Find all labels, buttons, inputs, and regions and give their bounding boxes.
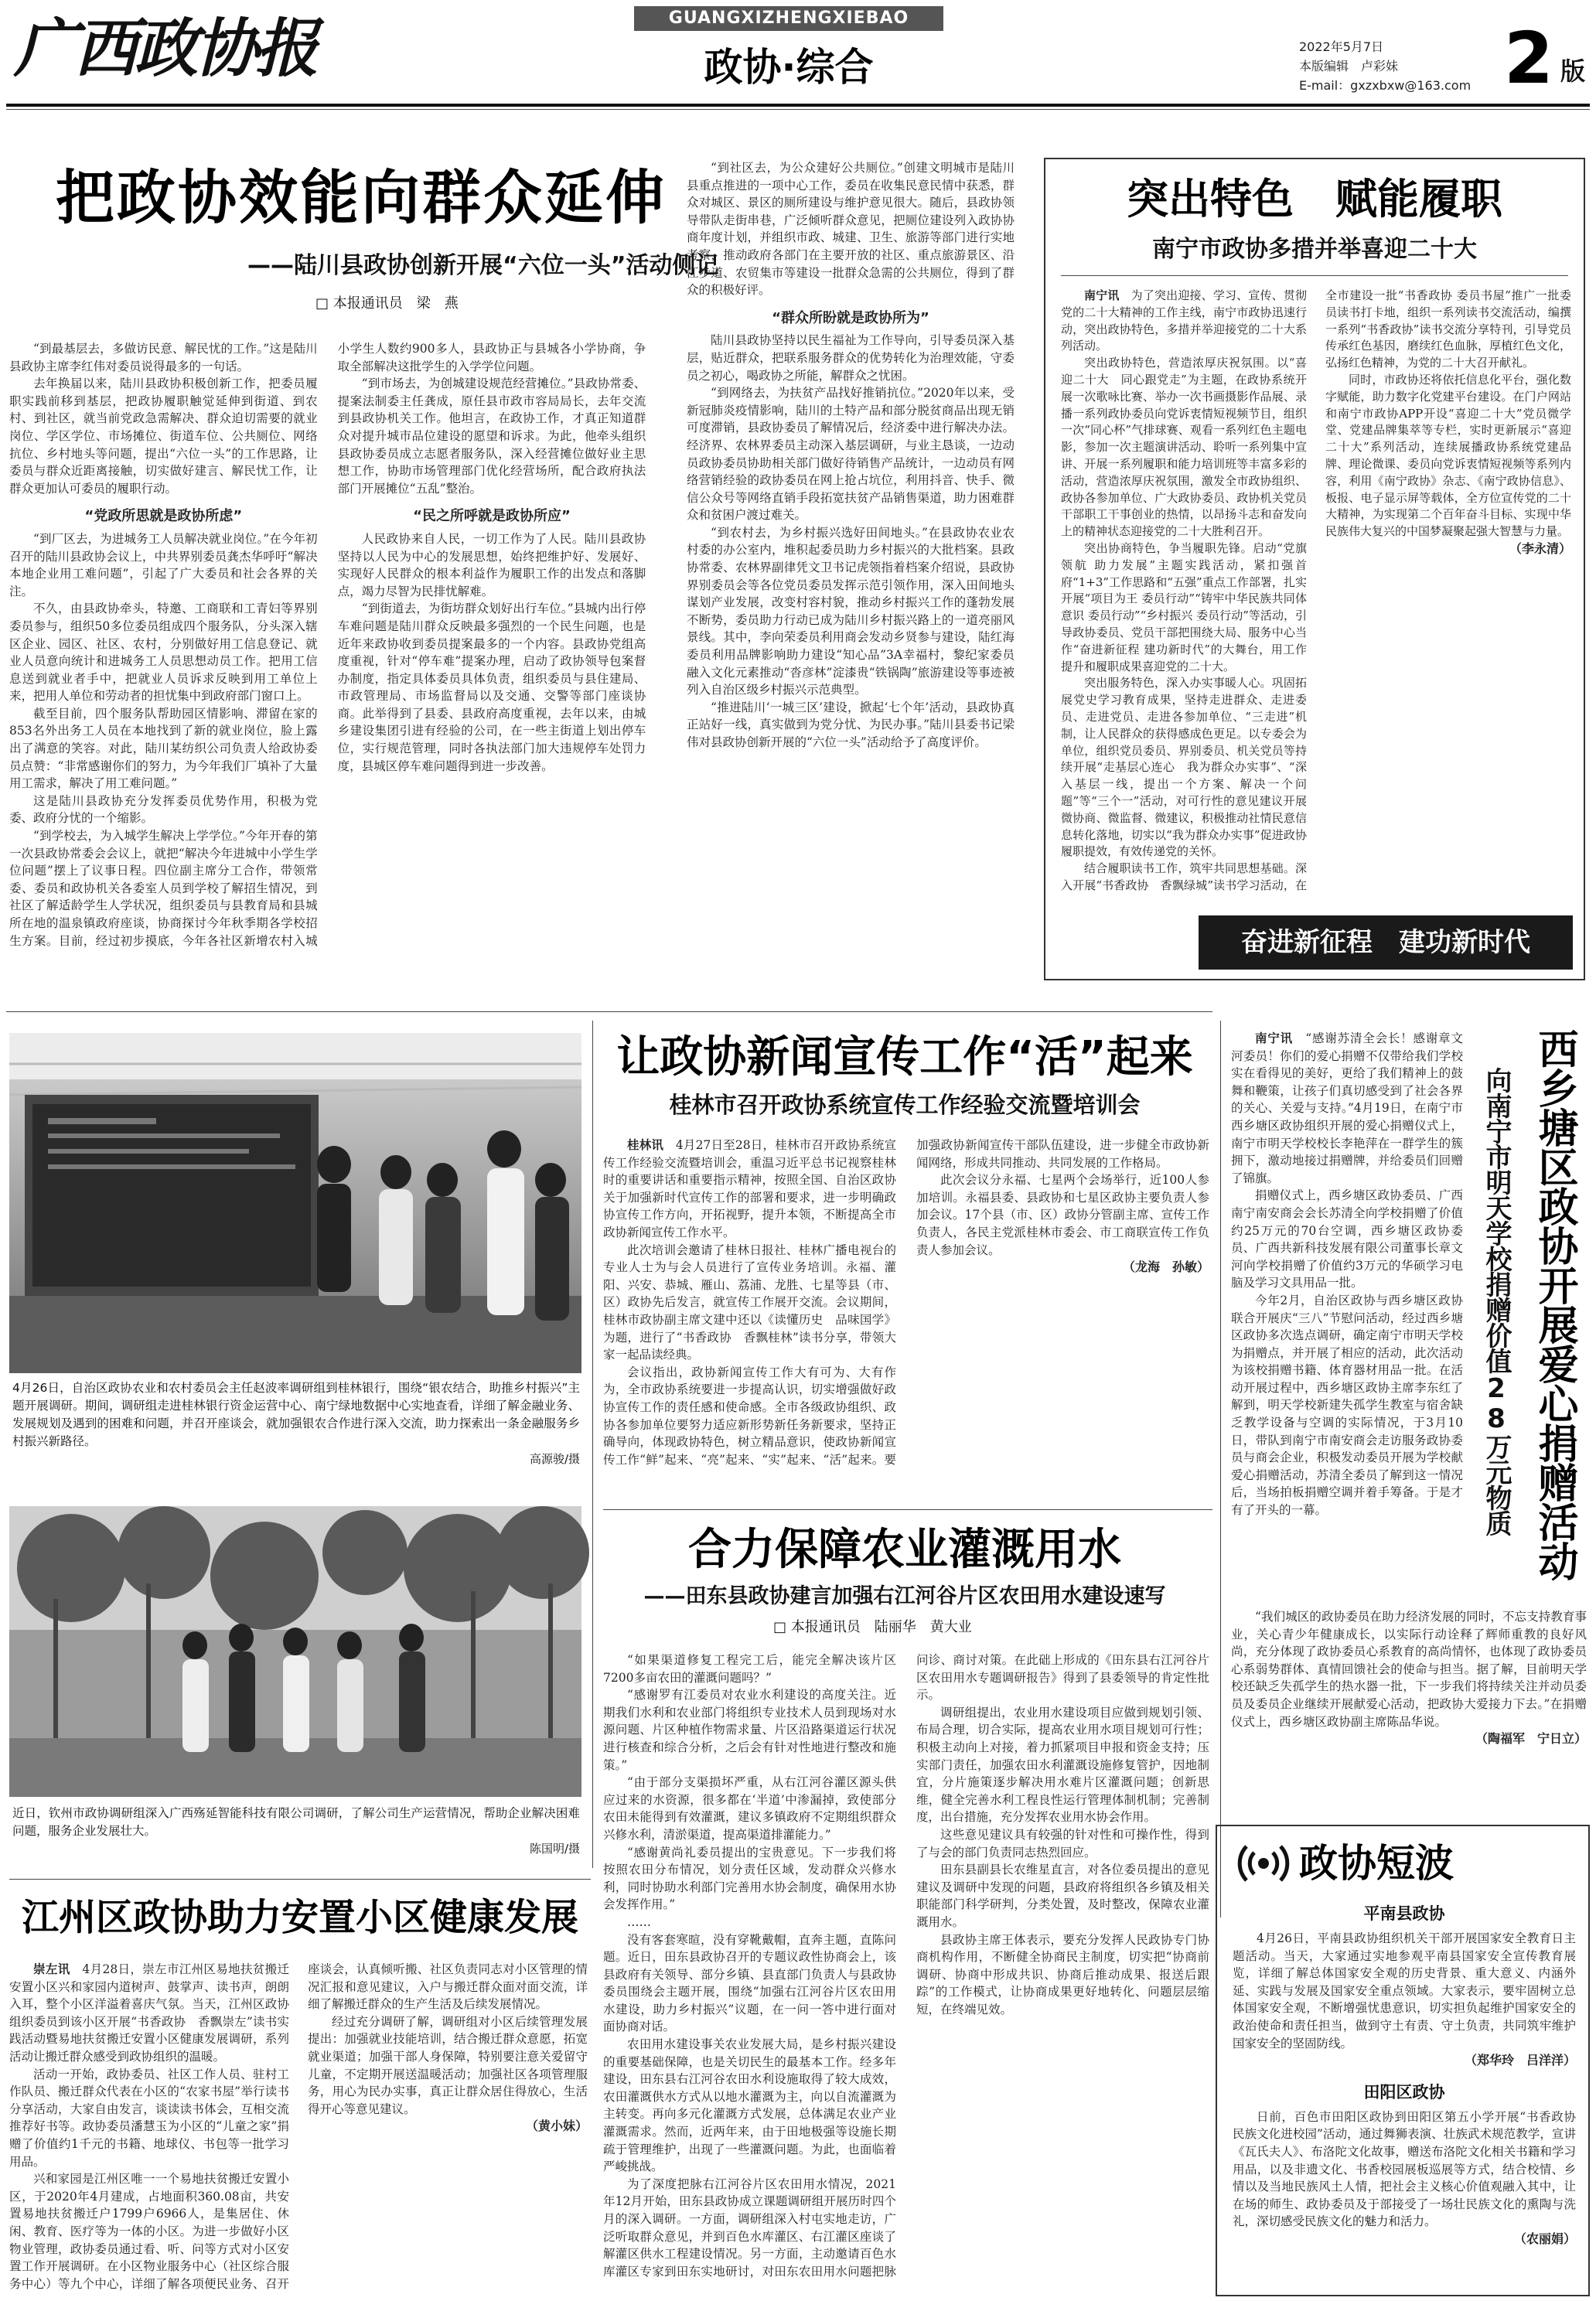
a7-title: 政协短波 [1299,1841,1454,1886]
a2-title: 突出特色 赋能履职 [1127,175,1502,223]
paragraph: …… [627,1914,651,1929]
a4-title: 西乡塘区政协开展爱心捐赠活动 [1531,1028,1577,1580]
a7-s2-signature: （农丽娟） [1513,2231,1576,2246]
masthead-pinyin: GUANGXIZHENGXIEBAO [668,9,909,28]
a6-body [9,1961,588,2293]
masthead-info [1299,37,1471,95]
photo-2 [9,1506,581,1797]
masthead-section: 政协·综合 [704,45,874,90]
paragraph: “到网络去，为扶贫产品找好推销抗位。”2020年以来，受新冠肺炎疫情影响，陆川的土特产品和部分脱贫商品出现无销可度滞销，县政协委员了解情况后，经济委中进行解决办法。经济界、农林界委员主动深入基层调研，与业主恳谈，一边动员政协委员协助相关部门做好待销售产品统计，一边动员有网络营销经验的政协委员在网上抢占坑位，利用抖音、快手、微信公众号等网络直销手段拓宽扶贫产品销售渠道，助力困难群众和贫困户渡过难关。 [687,386,1015,523]
photo-2-credit: 陈国明/摄 [529,1842,580,1856]
a2-banner-text: 奋进新征程 建功新时代 [1241,927,1530,958]
a7-s2-title: 田阳区政协 [1363,2082,1445,2102]
a2-signature: （李永清） [1509,540,1571,556]
paragraph: “推进陆川‘一城三区’建设，掀起‘七个年’活动，县政协真正站好一线，真实做到为党分忧、为民办事。”陆川县委书记梁伟对县政协创新开展的“六位一头”活动给予了高度评价。 [687,700,1015,749]
a4-subtitle: 向南宁市明天学校捐赠价值28万元物质 [1481,1067,1512,1536]
paragraph: 南宁讯 为了突出迎接、学习、宣传、贯彻党的二十大精神的工作主线，南宁市政协迅速行动，突出政协特色，多措并举迎接党的二十大系列活动。 [1061,288,1307,353]
paragraph: “到最基层去，多做访民意、解民忧的工作。”这是陆川县政协主席李红伟对委员说得最多的一句话。 [9,342,318,373]
a3-signature: （龙海 孙敏） [1122,1260,1209,1275]
masthead-email: E-mail：gxzxbxw@163.com [1299,78,1472,93]
paragraph: 突出协商特色，争当履职先锋。启动“党旗领航 助力发展”主题实践活动，紧扣强首府“1+3”工作思路和“五强”重点工作部署，扎实开展“项目为王 委员行动”“铸牢中华民族共同体意识 委员行动”“乡村振兴 委员行动”等活动，引导政协委员、党员干部把围绕大局、服务中心当作“奋进新征程 建功新时代”的大舞台，用工作提升和履职成果喜迎党的二十大。 [1061,540,1307,673]
paragraph: 兴和家园是江州区唯一一个易地扶贫搬迁安置小区，于2020年4月建成，占地面积360.08亩，共安置易地扶贫搬迁户1799户6966人，是集居住、休闲、教育、医疗等为一体的小区。为进一步做好小区物业管理，政协委员通过看、听、问等方式对小区安置工作开展调研。在小区物业服务中心（社区综合服务中心）等九个中心，详细了解各项便民业务、召开座谈会，认真倾听搬、社区负责同志对小区管理的情况汇报和意见建议，入户与搬迁群众面对面交流，详细了解搬迁群众的生产生活及后续发展情况。 [9,1962,588,2291]
a6-lead: 崇左讯 [33,1962,70,1976]
a7-s2-body: 日前，百色市田阳区政协到田阳区第五小学开展“书香政协 民族文化进校园”活动，通过舞狮表演、壮族武术规范教学，宣讲《瓦氏夫人》、布洛陀文化故事，赠送布洛陀文化相关书籍和学习用品，以及非遗文化、书香校园展板巡展等方式，结合校情、乡情以及当地民族风土人情，把社会主义核心价值观融入其中，让在场的师生、政协委员及于部接受了一场壮民族文化的熏陶与洗礼，深切感受民族文化的魅力和活力。 （农丽娟） [1233,2108,1576,2248]
a1-subhead-3: “群众所盼就是政协所为” [772,309,929,326]
a1-subtitle: ——陆川县政协创新开展“六位一头”活动侧记 [247,252,719,279]
a1-title: 把政协效能向群众延伸 [56,163,667,232]
masthead-editor: 本版编辑 卢彩妹 [1299,59,1399,73]
paragraph: 结合履职读书工作，筑牢共同思想基础。深入开展“书香政协 香飘绿城”读书学习活动，在全市建设一批“书香政协 委员书屋”推广一批委员读书打卡地，组织一系列读书交流活动，编撰一系列“书香政协”读书交流分享特刊，引导党员传承红色基因，磨续红色血脉，厚植红色文化，弘扬红色精神，为党的二十大召开献礼。 [1061,288,1571,892]
a7-s1-body: 4月26日，平南县政协组织机关干部开展国家安全教育日主题活动。当天，大家通过实地参观平南县国家安全宣传教育展览，详细了解总体国家安全观的历史背景、重大意义、内涵外延、实践与发展及国家安全重点领域。大家表示，要牢固树立总体国家安全观，不断增强忧患意识，切实担负起维护国家安全的政治使命和责任担当，做到守土有责、守土负责，共同筑牢维护国家安全的坚固防线。 （郑华玲 吕洋洋） [1233,1930,1576,2070]
a4-lead: 南宁讯 [1255,1031,1293,1045]
a3-lead: 桂林讯 [627,1137,664,1152]
paragraph: “到街道去，为街坊群众划好出行车位。”县城内出行停车难问题是陆川群众反映最多强烈的一个民生问题，也是近年来政协收到委员提案最多的一个内容。县政协党组高度重视，针对“停车难”提案办理，启动了政协领导包案督办制度，指定具体委员具体负责，组织委员与县住建局、市政管理局、市场监督局以及交通、交警等部门座谈协商。此举得到了县委、县政府高度重视，去年以来，由城乡建设集团引进有经验的公司，在一些主街道上划出停车位，实行规范管理，同时各执法部门加大违规停车处罚力度，县城区停车难问题得到进一步改善。 [337,602,646,773]
a7-s1-signature: （郑华玲 吕洋洋） [1464,2053,1576,2068]
paragraph: 突出服务特色，深入办实事暖人心。巩固拓展党史学习教育成果，坚持走进群众、走进委员、走进党员、走进各参加单位、“三走进”机制，让人民群众的获得感成色更足。以专委会为单位，组织党员委员、界别委员、机关党员等持续开展“走基层心连心 我为群众办实事”、“深入基层一线，提出一个方案、解决一个问题”等“三个一”活动，对可行性的意见建议开展微协商、微监督、微建议，积极推动社情民意信息转化落地，切实以“我为群众办实事”促进政协履职提效，有效传递党的关怀。 [1061,676,1307,859]
photo-1 [9,1033,581,1373]
paragraph: 同时，市政协还将依托信息化平台，强化数字赋能，助力数字化党建平台建设。在门户网站和南宁市政协APP开设“喜迎二十大”党员微学堂、党建品牌集萃等专栏，实时更新展示“喜迎二十大”系列活动，连续展播政协系统党建品牌、理论微课、委员向党诉衷情短视频等系列内容，利用《南宁政协》杂志、《南宁政协信息》、板报、电子显示屏等载体，全方位宣传党的二十大精神，为实现第二个百年奋斗目标、实现中华民族伟大复兴的中国梦凝聚起强大智慧与力量。 [1325,372,1571,539]
a1-byline: □ 本报通讯员 梁 燕 [315,295,459,312]
paragraph: 崇左讯 4月28日，崇左市江州区易地扶贫搬迁安置小区兴和家园内道树声、鼓掌声、读书声，朗朗入耳，整个小区洋溢着喜庆气氛。当天，江州区政协组织委员到该小区开展“书香政协 香飘崇左”读书实践活动暨易地扶贫搬迁安置小区健康发展调研，系列活动让搬迁群众感受到政协组织的温暖。 [9,1962,289,2064]
paragraph: “我们城区的政协委员在助力经济发展的同时，不忘支持教育事业，关心青少年健康成长，以实际行动诠释了辉师重教的良好风尚，充分体现了政协委员心系教育的高尚情怀，也体现了政协委员心系弱势群体、真情回馈社会的使命与担当。据了解，目前明天学校还缺乏失孤学生的热水器一批，下一步我们将持续关注并动员委员及委员企业继续开展献爱心活动，把政协大爱接力下去。”在捐赠仪式上，西乡塘区政协副主席陈品华说。 [1231,1610,1587,1729]
paragraph: 截至目前，四个服务队帮助园区情影响、滞留在家的853名外出务工人员在本地找到了新的就业岗位，脸上露出了满意的笑容。对此，陆川某纺织公司负责人给政协委员点赞：“非常感谢你们的努力，为今年我们厂填补了大量用工需求，解决了用工难问题。” [9,706,318,791]
masthead-page-suffix: 版 [1560,56,1586,86]
paragraph: 陆川县政协坚持以民生福祉为工作导向，引导委员深入基层，贴近群众，把联系服务群众的优势转化为治理效能，守委员之初心，喝政协之所能，解群众之忧困。 [687,333,1015,383]
paragraph: 捐赠仪式上，西乡塘区政协委员、广西南宁南安商会会长苏清全向学校捐赠了价值约25万元的70台空调，西乡塘区政协委员、广西共新科技发展有限公司董事长章文河向学校捐赠了价值约3万元的华硕学习电脑及学习文具用品一批。 [1231,1188,1463,1290]
a5-byline: □ 本报通讯员 陆丽华 黄大业 [773,1619,972,1635]
paragraph: “如果渠道修复工程完工后，能完全解决该片区7200多亩农田的灌溉问题吗？” [603,1653,896,1685]
masthead-date: 2022年5月7日 [1299,39,1384,54]
paragraph: 没有客套寒暄，没有穿靴戴帽，直奔主题，直陈问题。近日，田东县政协召开的专题议政性协商会上，该县政府有关领导、部分乡镇、县直部门负责人与县政协委员围绕会主题开展，围绕“加强右江河谷片区农田用水建设，助力乡村振兴”议题，在一问一答中进行面对面协商对话。 [603,1932,896,2034]
a5-subtitle: ——田东县政协建言加强右江河谷片区农田用水建设速写 [643,1584,1166,1608]
a6-signature: （黄小妹） [525,2119,588,2134]
photo-2-caption: 近日，钦州市政协调研组深入广西殇延智能科技有限公司调研，了解公司生产运营情况，帮助企业解决困难问题，服务企业发展壮大。 陈国明/摄 [12,1805,580,1858]
a2-body [1061,288,1571,903]
paragraph: “到社区去，为公众建好公共厕位。”创建文明城市是陆川县重点推进的一项中心工作，委员在收集民意民情中获悉，群众对城区、景区的厕所建设与维护意见很大。随后，县政协领导带队走街串巷，广泛倾听群众意见，把厕位建设列入政协协商年度计划，并组织市政、城建、卫生、旅游等部门进行实地考察，推动政府各部门在主要开放的社区、重点旅游景区、沿江步道、农贸集市等建设一批群众急需的公共厕位，得到了群众的积极好评。 [687,161,1015,298]
a4-body-top [1231,1030,1463,1602]
masthead [0,0,1596,102]
paragraph: 此次会议分永福、七星两个会场举行，近100人参加培训。永福县委、县政协和七星区政协主要负责人参加会议。17个县（市、区）政协分管副主席、宣传工作负责人，各民主党派桂林市委会、市工商联宣传工作负责人参加会议。 [916,1173,1209,1257]
a1-body-right [687,159,1015,982]
masthead-rule [6,104,1590,107]
a3-body [603,1137,1209,1500]
a3-subtitle: 桂林市召开政协系统宣传工作经验交流暨培训会 [669,1092,1141,1118]
paragraph: 今年2月，自治区政协与西乡塘区政协联合开展庆“三八”节慰问活动，经过西乡塘区政协多次选点调研，确定南宁市明天学校为捐赠点，并开展了相应的活动，此次活动为该校捐赠书籍、体育器材用品一批。在活动开展过程中，西乡塘区政协主席李东红了解到，明天学校新建失孤学生教室与宿舍缺乏教学设备与空调的实际情况，于3月10日，带队到南宁市南安商会走访服务政协委员与商会企业，积极发动委员开展为学校献爱心捐赠活动，苏清全委员了解到这一情况后，当场拍板捐赠空调并着手筹备。于是才有了开头的一幕。 [1231,1293,1463,1518]
paragraph: 县政协主席王体表示，要充分发挥人民政协专门协商机构作用，不断健全协商民主制度，切实把“协商前调研、协商中形成共识、协商后推动成果、报送后跟踪”的工作模式，让协商成果更好地转化、问题层层缩短，在终端见效。 [916,1932,1209,2016]
paragraph: 桂林讯 4月27日至28日，桂林市召开政协系统宣传工作经验交流暨培训会，重温习近平总书记视察桂林时的重要讲话和重要指示精神，按照全国、自治区政协关于加强新时代宣传工作的部署和要求，进一步明确政协宣传工作方向，开拓视野，提升本领，不断提高全市政协新闻宣传工作水平。 [603,1137,896,1239]
a7-box [1216,1825,1590,2296]
paragraph: “由于部分支渠损坏严重，从右江河谷灌区源头供应过来的水资源，很多都在‘半道’中渗漏掉，致使部分农田未能得到有效灌溉，建议多镇政府不定期组织群众兴修水利，清淤渠道，提高渠道排灌能力。” [603,1775,896,1842]
paragraph: 突出政协特色，营造浓厚庆祝氛围。以“喜迎二十大 同心跟党走”为主题，在政协系统开展一次歌咏比赛、举办一次书画摄影作品展、录播一系列政协委员向党诉衷情短视频节目，组织一次“同心杯”气排球赛、观看一系列红色主题电影，参加一次主题演讲活动、聆听一系列集中宣讲、开展一系列履职和能力培训班等丰富多彩的活动，营造浓厚庆祝氛围，激发全市政协组织、政协各参加单位、广大政协委员、政协机关党员干部职工干事创业的热情，以昂扬斗志和奋发向上的精神状态迎接党的二十大胜利召开。 [1061,356,1307,539]
paragraph: 调研组提出，农业用水建设项目应做到规划引领、布局合理，切合实际，提高农业用水项目规划可行性；积极主动向上对接，着力抓紧项目申报和资金支持；压实部门责任，加强农田水利灌溉设施修复管护，因地制宜，分片施策逐步解决用水难片区灌溉问题；创新思维，健全完善水利工程良性运行管理体制机制；完善制度，出台措施，充分发挥农业用水协会作用。 [916,1705,1209,1825]
masthead-pinyin-bar [634,6,943,31]
photo-1-image [9,1033,581,1373]
photo-1-credit: 高源骏/摄 [529,1452,580,1466]
paragraph: 这是陆川县政协充分发挥委员优势作用，积极为党委、政府分忧的一个缩影。 [9,793,318,826]
paragraph: “到市场去，为创城建设规范经营摊位。”县政协常委、提案法制委主任龚成，原任县市政市容局局长，去年交流到县政协机关工作。他坦言，在政协工作，才真正知道群众对提升城市品位建设的愿望和诉求。为此，他牵头组织县政协委员成立志愿者服务队，深入经营摊位做好业主思想工作，协助市场管理部门优化经营场所，配合政府执法部门开展摊位“五乱”整治。 [337,377,646,496]
photo-2-image [9,1506,581,1797]
a1-subhead-1: “党政所思就是政协所虑” [84,508,243,525]
paragraph: 农田用水建设事关农业发展大局，是乡村振兴建设的重要基础保障，也是关切民生的最基本工作。经多年建设，田东县右江河谷农田水利设施取得了较大成效，农田灌溉供水方式从以地水灌溉为主，向以自流灌溉为主转变。再向多元化灌溉方式发展，总体满足农业产业灌溉需求。然而，近两年来，由于田地极强等设施长期疏于管理维护，出现了一些灌溉问题。为此，也面临着严峻挑战。 [603,2037,896,2174]
paragraph: 南宁讯 “感谢苏清全会长！感谢章文河委员！你们的爱心捐赠不仅带给我们学校实在看得见的美好，更给了我们精神上的鼓舞和鞭策，让孩子们真切感受到了社会各界的关心、关爱与支持。”4月19日，在南宁市西乡塘区政协组织开展的爱心捐赠仪式上，南宁市明天学校校长李艳萍在一群学生的簇拥下，激动地接过捐赠牌，并给委员们回赠了锦旗。 [1231,1031,1463,1185]
a2-box [1044,158,1585,980]
a2-lead: 南宁讯 [1084,288,1120,302]
a3-title: 让政协新闻宣传工作“活”起来 [616,1032,1193,1082]
paragraph: “到农村去，为乡村振兴选好田间地头。”在县政协农业农村委的办公室内，堆积起委员助力乡村振兴的大批档案。县政协常委、农林界副律凭文卫书记虎领指着档案介绍说，县政协界别委员会等各位党员委员发挥示范引领作用，深入田间地头谋划产业发展，改变村容村貌，推动乡村振兴工作的蓬勃发展不断势，委员助力行动已成为陆川乡村振兴路上的一道亮丽风景线。其中，李向荣委员利用商会发动乡贤参与建设，陆红海委员利用品牌影响助力建设“知心品”3A幸福村，黎纪家委员融入文化元素推动“沓彦林”淀漆贵“铁锅陶”旅游建设等事迹被列入自治区级乡村振兴示范典型。 [687,525,1015,697]
paragraph: 这些意见建议具有较强的针对性和可操作性，得到了与会的部门负责同志热烈回应。 [916,1827,1209,1860]
paragraph: 为了深度把脉右江河谷片区农田用水情况，2021年12月开始，田东县政协成立课题调研组开展历时四个月的深入调研。一方面，调研组深入村屯实地走访，广泛听取群众意见，并到百色水库灌区、右江灌区座谈了解灌区供水工程建设情况。另一方面，主动邀请百色水库灌区专家到田东实地研讨，对田东农田用水问题把脉问诊、商讨对策。在此础上形成的《田东县右江河谷片区农田用水专题调研报告》得到了县委领导的肯定性批示。 [603,1653,1209,2279]
a7-s1-title: 平南县政协 [1363,1904,1445,1923]
a4-signature: （陶福军 宁日立） [1475,1731,1587,1747]
paragraph: 田东县副县长农维星直言，对各位委员提出的意见建议及调研中发现的问题，县政府将组织各乡镇及相关职能部门科学研判，分类处置，及时整改，保障农业灌溉用水。 [916,1863,1209,1929]
paragraph: 活动一开始，政协委员、社区工作人员、驻村工作队员、搬迁群众代表在小区的“农家书屋”举行读书分享活动，大家自由发言，谈读读书体会，互相交流推荐好书等。政协委员潘慧玉为小区的“儿童之家”捐赠了价值约1千元的书籍、地球仪、书包等一批学习用品。 [9,2067,289,2169]
paragraph: 此次培训会邀请了桂林日报社、桂林广播电视台的专业人士为与会人员进行了宣传业务培训。永福、灌阳、兴安、恭城、雁山、荔浦、龙胜、七星等县（市、区）政协先后发言，就宣传工作展开交流。会议期间，桂林市政协副主席文建中还以《读懂历史 品味国学》为题，进行了“书香政协 香飘桂林”读书分享，带领大家一起品读经典。 [603,1243,896,1362]
paragraph: 经过充分调研了解，调研组对小区后续管理发展提出：加强就业技能培训，结合搬迁群众意愿，拓宽就业渠道；加强干部人身保障，特别要注意关爱留守儿童，不定期开展送温暖活动；加强社区各项管理服务，用心为民办实事，真正让群众居住得放心，生活得开心等意见建议。 [308,2014,588,2116]
paragraph: 人民政协来自人民，一切工作为了人民。陆川县政协坚持以人民为中心的发展思想，始终把维护好、发展好、实现好人民群众的根本利益作为履职工作的出发点和落脚点，竭力尽智为民排忧解难。 [337,531,646,598]
paragraph: 会议指出，政协新闻宣传工作大有可为、大有作为，全市政协系统要进一步提高认识，切实增强做好政协宣传工作的责任感和使命感。全市各级政协组织、政协各参加单位要努力适应新形势新任务新要求，坚持正确导向，体现政协特色，树立精品意识，使政协新闻宣传工作“鲜”起来、“亮”起来、“实”起来、“活”起来。要加强政协新闻宣传干部队伍建设，进一步健全市政协新闻网络，形成共同推动、共同发展的工作格局。 [603,1138,1209,1467]
a7-content [1233,1900,1588,2248]
masthead-page-number: 2 [1504,17,1554,100]
a1-subhead-2: “民之所呼就是政协所应” [413,508,571,525]
signal-icon [1234,1842,1293,1885]
a7-header [1228,1837,1577,1890]
photo-1-caption: 4月26日，自治区政协农业和农村委员会主任赵波率调研组到桂林银行，围绕“银农结合，助推乡村振兴”主题开展调研。期间，调研组走进桂林银行资金运营中心、南宁绿地数据中心实地查看，详细了解金融业务、发展规划及遇到的困难和问题，并召开座谈会，就加强银农合作进行深入交流，助力探索出一条金融服务乡村振兴新路径。 高源骏/摄 [12,1379,580,1468]
a4-body-bottom [1231,1608,1587,1825]
a2-banner [1199,915,1573,970]
paragraph: “感谢黄尚礼委员提出的宝贵意见。下一步我们将按照农田分布情况，划分责任区域，发动群众兴修水利，同时协助水利部门完善用水协会制度，确保用水协会发挥作用。” [603,1845,896,1912]
paragraph: “感谢罗有江委员对农业水利建设的高度关注。近期我们水利和农业部门将组织专业技术人员到现场对水源问题、片区种植作物需求量、片区沿路渠道运行状况进行核查和综合分析，之后会有针对性地进行整改和施策。” [603,1688,896,1772]
a2-subtitle: 南宁市政协多措并举喜迎二十大 [1152,236,1477,263]
masthead-logo: 广西政协报 [14,12,315,86]
paragraph: “到厂区去，为进城务工人员解决就业岗位。”在今年初召开的陆川县政协会议上，中共界别委员龚杰华呼吁“解决本地企业用工难问题”，引起了广大委员和社会各界的关注。 [9,531,318,598]
paragraph: 不久，由县政协牵头，特邀、工商联和工青妇等界别委员参与，组织50多位委员组成四个服务队，分头深入辖区企业、园区、社区、农村，分别做好用工信息登记、就业人员意向统计和进城务工人员思想动员工作。把用工信息送到就业者手中，把就业人员诉求反映到用工单位上来，把用人单位和劳动者的担忧集中到政府部门窗口上。 [9,602,318,704]
paragraph: 去年换届以来，陆川县政协积极创新工作，把委员履职实践前移到基层，把政协履职触觉延伸到街道、到农村、到社区，就当前党政急需解决、群众迫切需要的就业岗位、学区学位、市场摊位、街道车位、公共厕位、网络抗位、乡村地头等问题，提出“六位一头”的工作思路，让委员与群众近距离接触，切实做好建言、解民忧工作，让群众更加认可委员的履职行动。 [9,377,318,496]
paragraph: “到学校去，为入城学生解决上学学位。”今年开春的第一次县政协常委会会议上，就把“解决今年进城中小学生学位问题”摆上了议事日程。四位副主席分工合作，带领常委、委员和政协机关各委室人员到学校了解招生情况，到社区了解适龄学生人学状况，组织委员与县教育局和县城所在地的温泉镇政府座谈，协商探讨今年秋季期各学校招生方案。目前，经过初步摸底，今年各社区新增农村入城小学生人数约900多人，县政协正与县城各小学协商，争取全部解决这批学生的入学学位问题。 [9,342,646,948]
a5-body [603,1652,1209,2293]
a5-title: 合力保障农业灌溉用水 [688,1525,1121,1575]
a6-title: 江州区政协助力安置小区健康发展 [21,1896,578,1939]
